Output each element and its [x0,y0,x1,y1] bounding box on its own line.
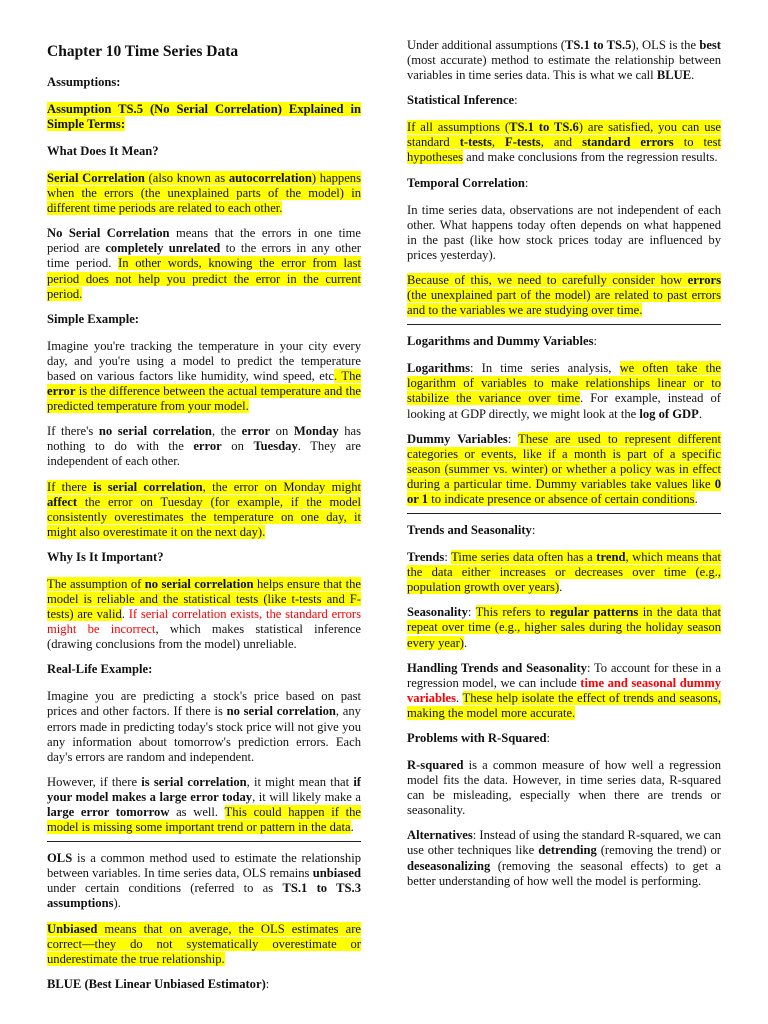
what-heading: What Does It Mean? [47,144,159,158]
log-dummy-heading: Logarithms and Dummy Variables: [407,334,597,349]
serial-correlation-paragraph: Serial Correlation (also known as autocorrelation) happens when the errors (the unexplained parts of the model) in different time periods are related to each other. [47,171,361,216]
seasonality-paragraph: Seasonality: This refers to regular patterns in the data that repeat over time (e.g., higher sales during the holiday season every year). [407,605,722,650]
trends-paragraph: Trends: Time series data often has a trend, which means that the data either increases or decreases over time (e.g., population growth over years). [407,550,721,595]
assumptions-heading: Assumptions: [47,75,121,89]
logarithms-paragraph: Logarithms: In time series analysis, we often take the logarithm of variables to make relationships linear or to stabilize the variance over time. For example, instead of looking at GDP directly, we might look at the log of GDP. [407,361,721,421]
chapter-title: Chapter 10 Time Series Data [47,43,239,60]
why-heading: Why Is It Important? [47,549,164,564]
no-serial-example-paragraph: If there's no serial correlation, the error on Monday has nothing to do with the error on Tuesday. They are independent of each other. [47,424,362,469]
section-divider [407,324,721,325]
real-life-heading: Real-Life Example: [47,662,153,677]
r-squared-paragraph: R-squared is a common measure of how well a regression model fits the data. However, in time series data, R-squared can be misleading, especially when there are trends or seasonality. [407,758,721,818]
under-assumptions-paragraph: Under additional assumptions (TS.1 to TS.5), OLS is the best (most accurate) method to estimate the relationship between variables in time series data. This is what we call BLUE. [407,38,722,83]
right-column [407,38,721,899]
section-divider [407,513,721,514]
serial-example-paragraph: If there is serial correlation, the error on Monday might affect the error on Tuesday (for example, if the model consistently overestimates the temperature on one day, it might also overestimate it on the next day). [47,479,361,539]
handling-paragraph: Handling Trends and Seasonality: To account for these in a regression model, we can include time and seasonal dummy variables. These help isolate the effect of trends and seasons, making the model more accurate. [407,660,721,720]
ols-paragraph: OLS is a common method used to estimate the relationship between variables. In time series data, OLS remains unbiased under certain conditions (referred to as TS.1 to TS.3 assumptions). [47,851,361,911]
dummy-variables-paragraph: Dummy Variables: These are used to represent different categories or events, like if a month is part of a specific season (summer vs. winter) or whether a policy was in effect during a particular time. Dummy variables take values like 0 or 1 to indicate presence or absence of certain conditions. [407,431,722,506]
importance-paragraph: The assumption of no serial correlation helps ensure that the model is reliable and the statistical tests (like t-tests and F-tests) are valid. If serial correlation exists, the standard errors might be incorrect, which makes statistical inference (drawing conclusions from the model) unreliable. [47,576,361,652]
section-divider [47,841,361,842]
statistical-inference-heading: Statistical Inference: [407,93,518,108]
ts5-heading: Assumption TS.5 (No Serial Correlation) Explained in Simple Terms: [47,102,361,131]
no-serial-correlation-paragraph: No Serial Correlation means that the errors in one time period are completely unrelated to the errors in any other time period. In other words, knowing the error from last period does not help you predict the error in the current period. [47,226,362,301]
temperature-paragraph: Imagine you're tracking the temperature in your city every day, and you're using a model to predict the temperature based on various factors like humidity, wind speed, etc. The error is the difference between the actual temperature and the predicted temperature from your model. [47,338,361,414]
left-column [47,38,361,1004]
blue-heading: BLUE (Best Linear Unbiased Estimator): [47,976,270,991]
stock-paragraph: Imagine you are predicting a stock's price based on past prices and other factors. If there is no serial correlation, any errors made in predicting today's stock price will not give you any information about tomorrow's prediction errors. Each day's errors are random and independent. [47,689,361,764]
simple-example-heading: Simple Example: [47,311,140,326]
however-paragraph: However, if there is serial correlation, it might mean that if your model makes a large error today, it will likely make a large error tomorrow as well. This could happen if the model is missing some important trend or pattern in the data. [47,774,362,835]
alternatives-paragraph: Alternatives: Instead of using the standard R-squared, we can use other techniques like detrending (removing the trend) or deseasonalizing (removing the seasonal effects) to get a better understanding of how well the model is performing. [407,828,721,888]
unbiased-paragraph: Unbiased means that on average, the OLS estimates are correct—they do not systematically overestimate or underestimate the true relationship. [47,921,361,966]
r-squared-heading: Problems with R-Squared: [407,731,550,745]
because-paragraph: Because of this, we need to carefully consider how errors (the unexplained part of the model) are related to past errors and to the variables we are studying over time. [407,272,721,318]
statistical-inference-paragraph: If all assumptions (TS.1 to TS.6) are satisfied, you can use standard t-tests, F-tests, and standard errors to test hypotheses and make conclusions from the regression results. [407,120,722,165]
trends-seasonality-heading: Trends and Seasonality: [407,523,536,538]
temporal-correlation-heading: Temporal Correlation: [407,175,529,190]
temporal-paragraph: In time series data, observations are not independent of each other. What happens today often depends on what happened in the past (like how stock prices today are influenced by prices yesterday). [407,202,721,262]
